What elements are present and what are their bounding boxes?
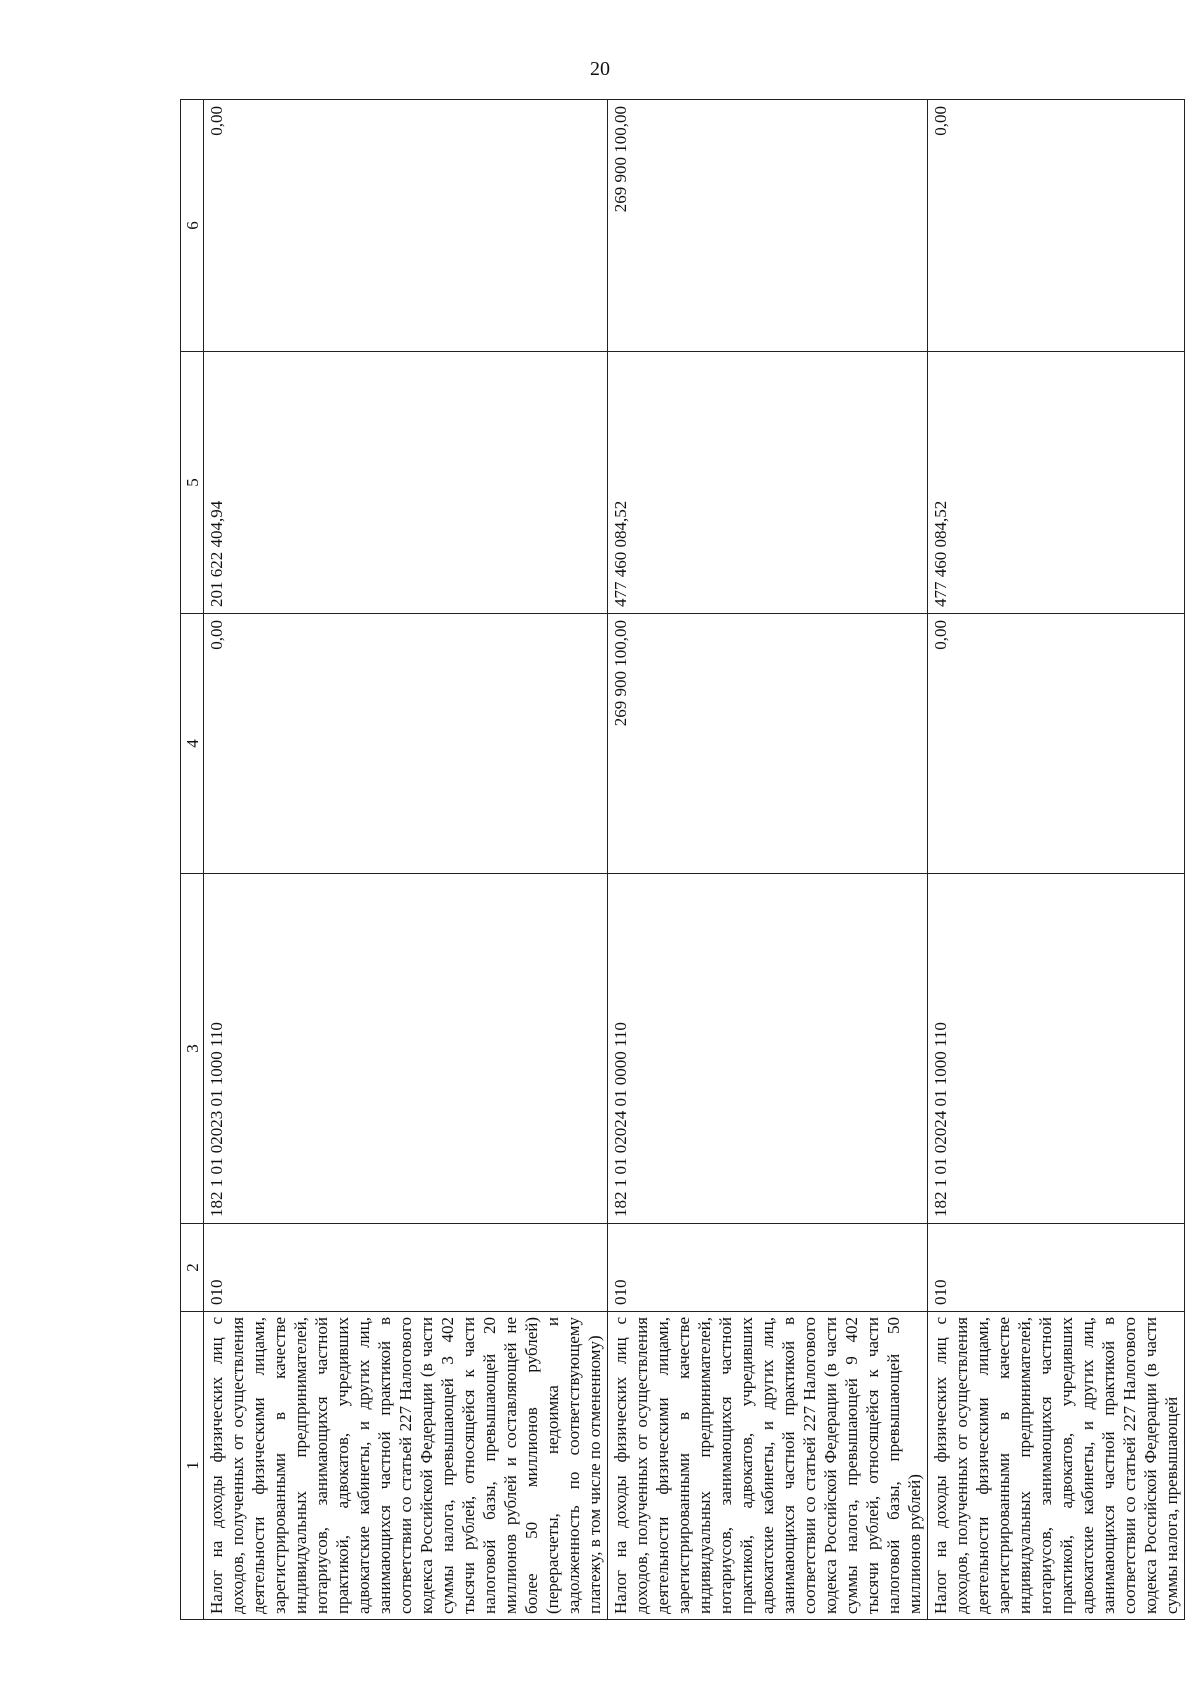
row-code-3: 182 1 01 02024 01 1000 110 <box>928 874 1185 1224</box>
row-value-5: 201 622 404,94 <box>204 352 608 614</box>
table-row <box>608 100 928 1620</box>
revenue-table <box>180 99 1185 1620</box>
row-value-6: 0,00 <box>928 100 1185 352</box>
row-value-4: 269 900 100,00 <box>608 614 928 874</box>
column-header-4: 4 <box>181 614 204 874</box>
row-code-2: 010 <box>928 1224 1185 1312</box>
row-value-6: 0,00 <box>204 100 608 352</box>
row-code-3: 182 1 01 02024 01 0000 110 <box>608 874 928 1224</box>
column-header-1: 1 <box>181 1312 204 1620</box>
row-code-2: 010 <box>204 1224 608 1312</box>
column-header-3: 3 <box>181 874 204 1224</box>
row-value-5: 477 460 084,52 <box>928 352 1185 614</box>
rotated-table-container <box>180 100 1181 1620</box>
row-value-6: 269 900 100,00 <box>608 100 928 352</box>
row-code-3: 182 1 01 02023 01 1000 110 <box>204 874 608 1224</box>
column-header-6: 6 <box>181 100 204 352</box>
row-description: Налог на доходы физических лиц с доходов, полученных от осуществления деятельности физическими лицами, зарегистрированными в качестве индивидуальных предпринимателей, нотариусов, занимающихся частной практикой, адвокатов, учредивших адвокатские кабинеты, и других лиц, занимающихся частной практикой в соответствии со статьей 227 Налогового кодекса Российской Федерации (в части суммы налога, превышающей 9 402 тысячи рублей, относящейся к части налоговой базы, превышающей 50 миллионов рублей) <box>608 1312 928 1620</box>
row-description: Налог на доходы физических лиц с доходов, полученных от осуществления деятельности физическими лицами, зарегистрированными в качестве индивидуальных предпринимателей, нотариусов, занимающихся частной практикой, адвокатов, учредивших адвокатские кабинеты, и других лиц, занимающихся частной практикой в соответствии со статьей 227 Налогового кодекса Российской Федерации (в части суммы налога, превышающей 3 402 тысячи рублей, относящейся к части налоговой базы, превышающей 20 миллионов рублей и составляющей не более 50 миллионов рублей) (перерасчеты, недоимка и задолженность по соответствующему платежу, в том числе по отмененному) <box>204 1312 608 1620</box>
row-value-5: 477 460 084,52 <box>608 352 928 614</box>
table-header-row <box>181 100 204 1620</box>
row-value-4: 0,00 <box>204 614 608 874</box>
row-code-2: 010 <box>608 1224 928 1312</box>
table-row <box>204 100 608 1620</box>
row-value-4: 0,00 <box>928 614 1185 874</box>
column-header-2: 2 <box>181 1224 204 1312</box>
table-row <box>928 100 1185 1620</box>
row-description: Налог на доходы физических лиц с доходов, полученных от осуществления деятельности физическими лицами, зарегистрированными в качестве индивидуальных предпринимателей, нотариусов, занимающихся частной практикой, адвокатов, учредивших адвокатские кабинеты, и других лиц, занимающихся частной практикой в соответствии со статьей 227 Налогового кодекса Российской Федерации (в части суммы налога, превышающей <box>928 1312 1185 1620</box>
page-number: 20 <box>590 58 610 80</box>
column-header-5: 5 <box>181 352 204 614</box>
